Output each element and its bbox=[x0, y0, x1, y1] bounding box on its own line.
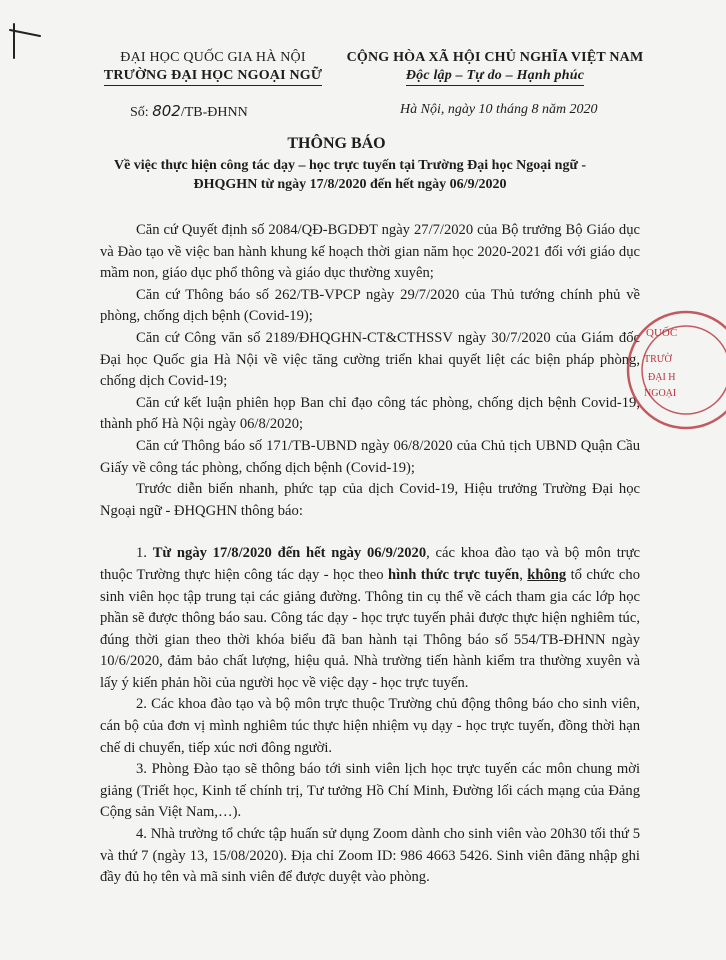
docno-prefix: Số: bbox=[130, 105, 153, 120]
basis-paragraph: Căn cứ Thông báo số 262/TB-VPCP ngày 29/7/2020 của Thủ tướng chính phủ về phòng, chống dịch bệnh (Covid-19); bbox=[100, 286, 640, 325]
national-motto-block bbox=[330, 50, 660, 86]
basis-paragraph: Căn cứ Công văn số 2189/ĐHQGHN-CT&CTHSSV ngày 30/7/2020 của Giám đốc Đại học Quốc gia Hà Nội về việc tăng cường triển khai quyết liệt các biện pháp phòng, chống dịch Covid-19; bbox=[100, 329, 640, 390]
motto: Độc lập – Tự do – Hạnh phúc bbox=[406, 68, 584, 86]
stamp-arc-text: QUỐC bbox=[646, 327, 678, 339]
date-line: Hà Nội, ngày 10 tháng 8 năm 2020 bbox=[400, 102, 598, 117]
handwritten-mark bbox=[6, 22, 46, 62]
document-title: THÔNG BÁO bbox=[287, 135, 386, 152]
item-3: 3. Phòng Đào tạo sẽ thông báo tới sinh viên lịch học trực tuyến các môn chung mời giảng (Triết học, Kinh tế chính trị, Tư tưởng Hồ Chí Minh, Đường lối cách mạng của Đảng Cộng sản Việt Nam,…). bbox=[100, 761, 640, 821]
item-4: 4. Nhà trường tổ chức tập huấn sử dụng Zoom dành cho sinh viên vào 20h30 tối thứ 5 và thứ 7 (ngày 13, 15/08/2020). Địa chỉ Zoom ID: 986 4663 5426. Sinh viên đăng nhập ghi đầy đủ họ tên và mã sinh viên để được duyệt vào phòng. bbox=[100, 826, 640, 886]
document-number bbox=[130, 102, 248, 121]
stamp-line-2: ĐẠI H bbox=[648, 372, 676, 383]
basis-paragraph: Căn cứ Quyết định số 2084/QĐ-BGDĐT ngày 27/7/2020 của Bộ trưởng Bộ Giáo dục và Đào tạo về việc ban hành khung kế hoạch thời gian năm học 2020-2021 đối với giáo dục mầm non, giáo dục phổ thông và giáo dục thường xuyên; bbox=[100, 222, 640, 282]
basis-paragraph: Trước diễn biến nhanh, phức tạp của dịch Covid-19, Hiệu trưởng Trường Đại học Ngoại ngữ - ĐHQGHN thông báo: bbox=[100, 481, 640, 519]
document-subtitle bbox=[60, 156, 640, 194]
stamp-line-1: TRƯỜ bbox=[644, 354, 672, 365]
item-1-not: không bbox=[527, 566, 567, 583]
item-1-number: 1. bbox=[136, 545, 153, 562]
item-1-text: , các khoa đào tạo và bộ môn trực thuộc Trường thực hiện công tác dạy - học theo bbox=[100, 545, 641, 583]
item-1 bbox=[100, 543, 640, 694]
basis-paragraph: Căn cứ Thông báo số 171/TB-UBND ngày 06/8/2020 của Chủ tịch UBND Quận Cầu Giấy về công tác phòng, chống dịch bệnh (Covid-19); bbox=[100, 437, 640, 476]
item-2: 2. Các khoa đào tạo và bộ môn trực thuộc Trường chủ động thông báo cho sinh viên, cán bộ của đơn vị mình nghiêm túc thực hiện nhiệm vụ dạy - học trực tuyến, đồng thời hạn chế di chuyển, tiếp xúc nơi đông người. bbox=[100, 696, 640, 756]
issuer-block bbox=[88, 50, 338, 86]
item-1-text: tổ chức cho sinh viên học tập trung tại các giảng đường. Thông tin cụ thể về cách tham gia các lớp học phần sẽ được thông báo sau. Công tác dạy - học trực tuyến phải được thực hiện nghiêm túc, đúng thời gian theo thời khóa biểu đã ban hành tại Thông báo số 554/TB-ĐHNN ngày 10/6/2020, đảm bảo chất lượng, hiệu quả. Nhà trường tiến hành kiểm tra thường xuyên và lấy ý kiến phản hồi của người học về việc dạy - học trực tuyến. bbox=[100, 566, 641, 691]
country-name: CỘNG HÒA XÃ HỘI CHỦ NGHĨA VIỆT NAM bbox=[346, 50, 644, 65]
issuer-parent: ĐẠI HỌC QUỐC GIA HÀ NỘI bbox=[120, 50, 306, 65]
subtitle-line-2: ĐHQGHN từ ngày 17/8/2020 đến hết ngày 06/9/2020 bbox=[193, 177, 507, 192]
issuer-name: TRƯỜNG ĐẠI HỌC NGOẠI NGỮ bbox=[104, 68, 322, 86]
document-body bbox=[100, 220, 640, 889]
basis-paragraph: Căn cứ kết luận phiên họp Ban chỉ đạo công tác phòng, chống dịch bệnh Covid-19, thành phố Hà Nội ngày 06/8/2020; bbox=[100, 394, 640, 433]
item-1-text: , bbox=[519, 566, 528, 583]
stamp-line-3: NGOẠI bbox=[644, 388, 677, 399]
docno-suffix: /TB-ĐHNN bbox=[180, 105, 248, 120]
docno-handwritten: 802 bbox=[152, 102, 181, 120]
item-1-dates: Từ ngày 17/8/2020 đến hết ngày 06/9/2020 bbox=[152, 545, 427, 562]
subtitle-line-1: Về việc thực hiện công tác dạy – học trực tuyến tại Trường Đại học Ngoại ngữ - bbox=[113, 158, 587, 173]
red-seal-stamp bbox=[626, 300, 726, 440]
item-1-mode: hình thức trực tuyến bbox=[387, 566, 520, 583]
